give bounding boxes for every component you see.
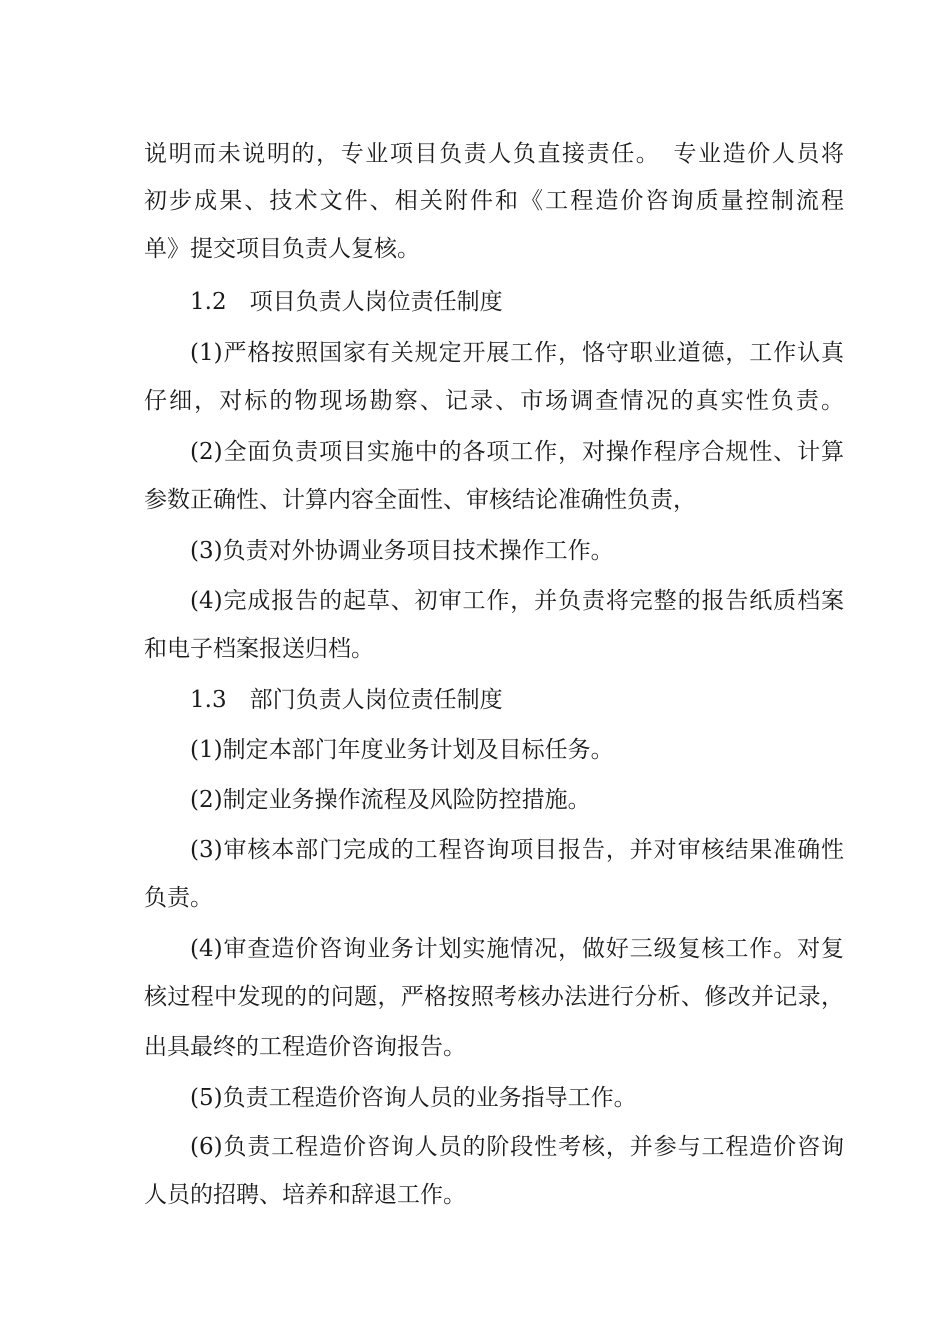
list-item: (5)负责工程造价咨询人员的业务指导工作。 — [190, 1085, 637, 1111]
body-text-line: 负责。 — [144, 885, 213, 911]
body-text-line: 和电子档案报送归档。 — [144, 636, 374, 662]
body-text-line: 核过程中发现的的问题，严格按照考核办法进行分析、修改并记录， — [144, 984, 844, 1010]
body-text-line: 初步成果、技术文件、相关附件和《工程造价咨询质量控制流程 — [144, 188, 844, 214]
body-text-line: 单》提交项目负责人复核。 — [144, 236, 420, 262]
body-text-line: 出具最终的工程造价咨询报告。 — [144, 1034, 466, 1060]
body-text-line: 参数正确性、计算内容全面性、审核结论准确性负责， — [144, 487, 696, 513]
list-item: (2)制定业务操作流程及风险防控措施。 — [190, 787, 591, 813]
list-item: (4)审查造价咨询业务计划实施情况，做好三级复核工作。对复 — [190, 936, 844, 962]
list-item: (6)负责工程造价咨询人员的阶段性考核，并参与工程造价咨询 — [190, 1134, 844, 1160]
body-text-line: 人员的招聘、培养和辞退工作。 — [144, 1182, 466, 1208]
body-text-line: 仔细，对标的物现场勘察、记录、市场调查情况的真实性负责。 — [144, 388, 844, 414]
section-heading: 1.2 项目负责人岗位责任制度 — [190, 289, 503, 315]
list-item: (1)严格按照国家有关规定开展工作，恪守职业道德，工作认真 — [190, 340, 844, 366]
list-item: (3)负责对外协调业务项目技术操作工作。 — [190, 538, 614, 564]
body-text-line: 说明而未说明的，专业项目负责人负直接责任。 专业造价人员将 — [144, 141, 844, 167]
list-item: (1)制定本部门年度业务计划及目标任务。 — [190, 737, 614, 763]
section-heading: 1.3 部门负责人岗位责任制度 — [190, 687, 503, 713]
list-item: (4)完成报告的起草、初审工作，并负责将完整的报告纸质档案 — [190, 588, 844, 614]
list-item: (2)全面负责项目实施中的各项工作，对操作程序合规性、计算 — [190, 439, 844, 465]
list-item: (3)审核本部门完成的工程咨询项目报告，并对审核结果准确性 — [190, 837, 844, 863]
